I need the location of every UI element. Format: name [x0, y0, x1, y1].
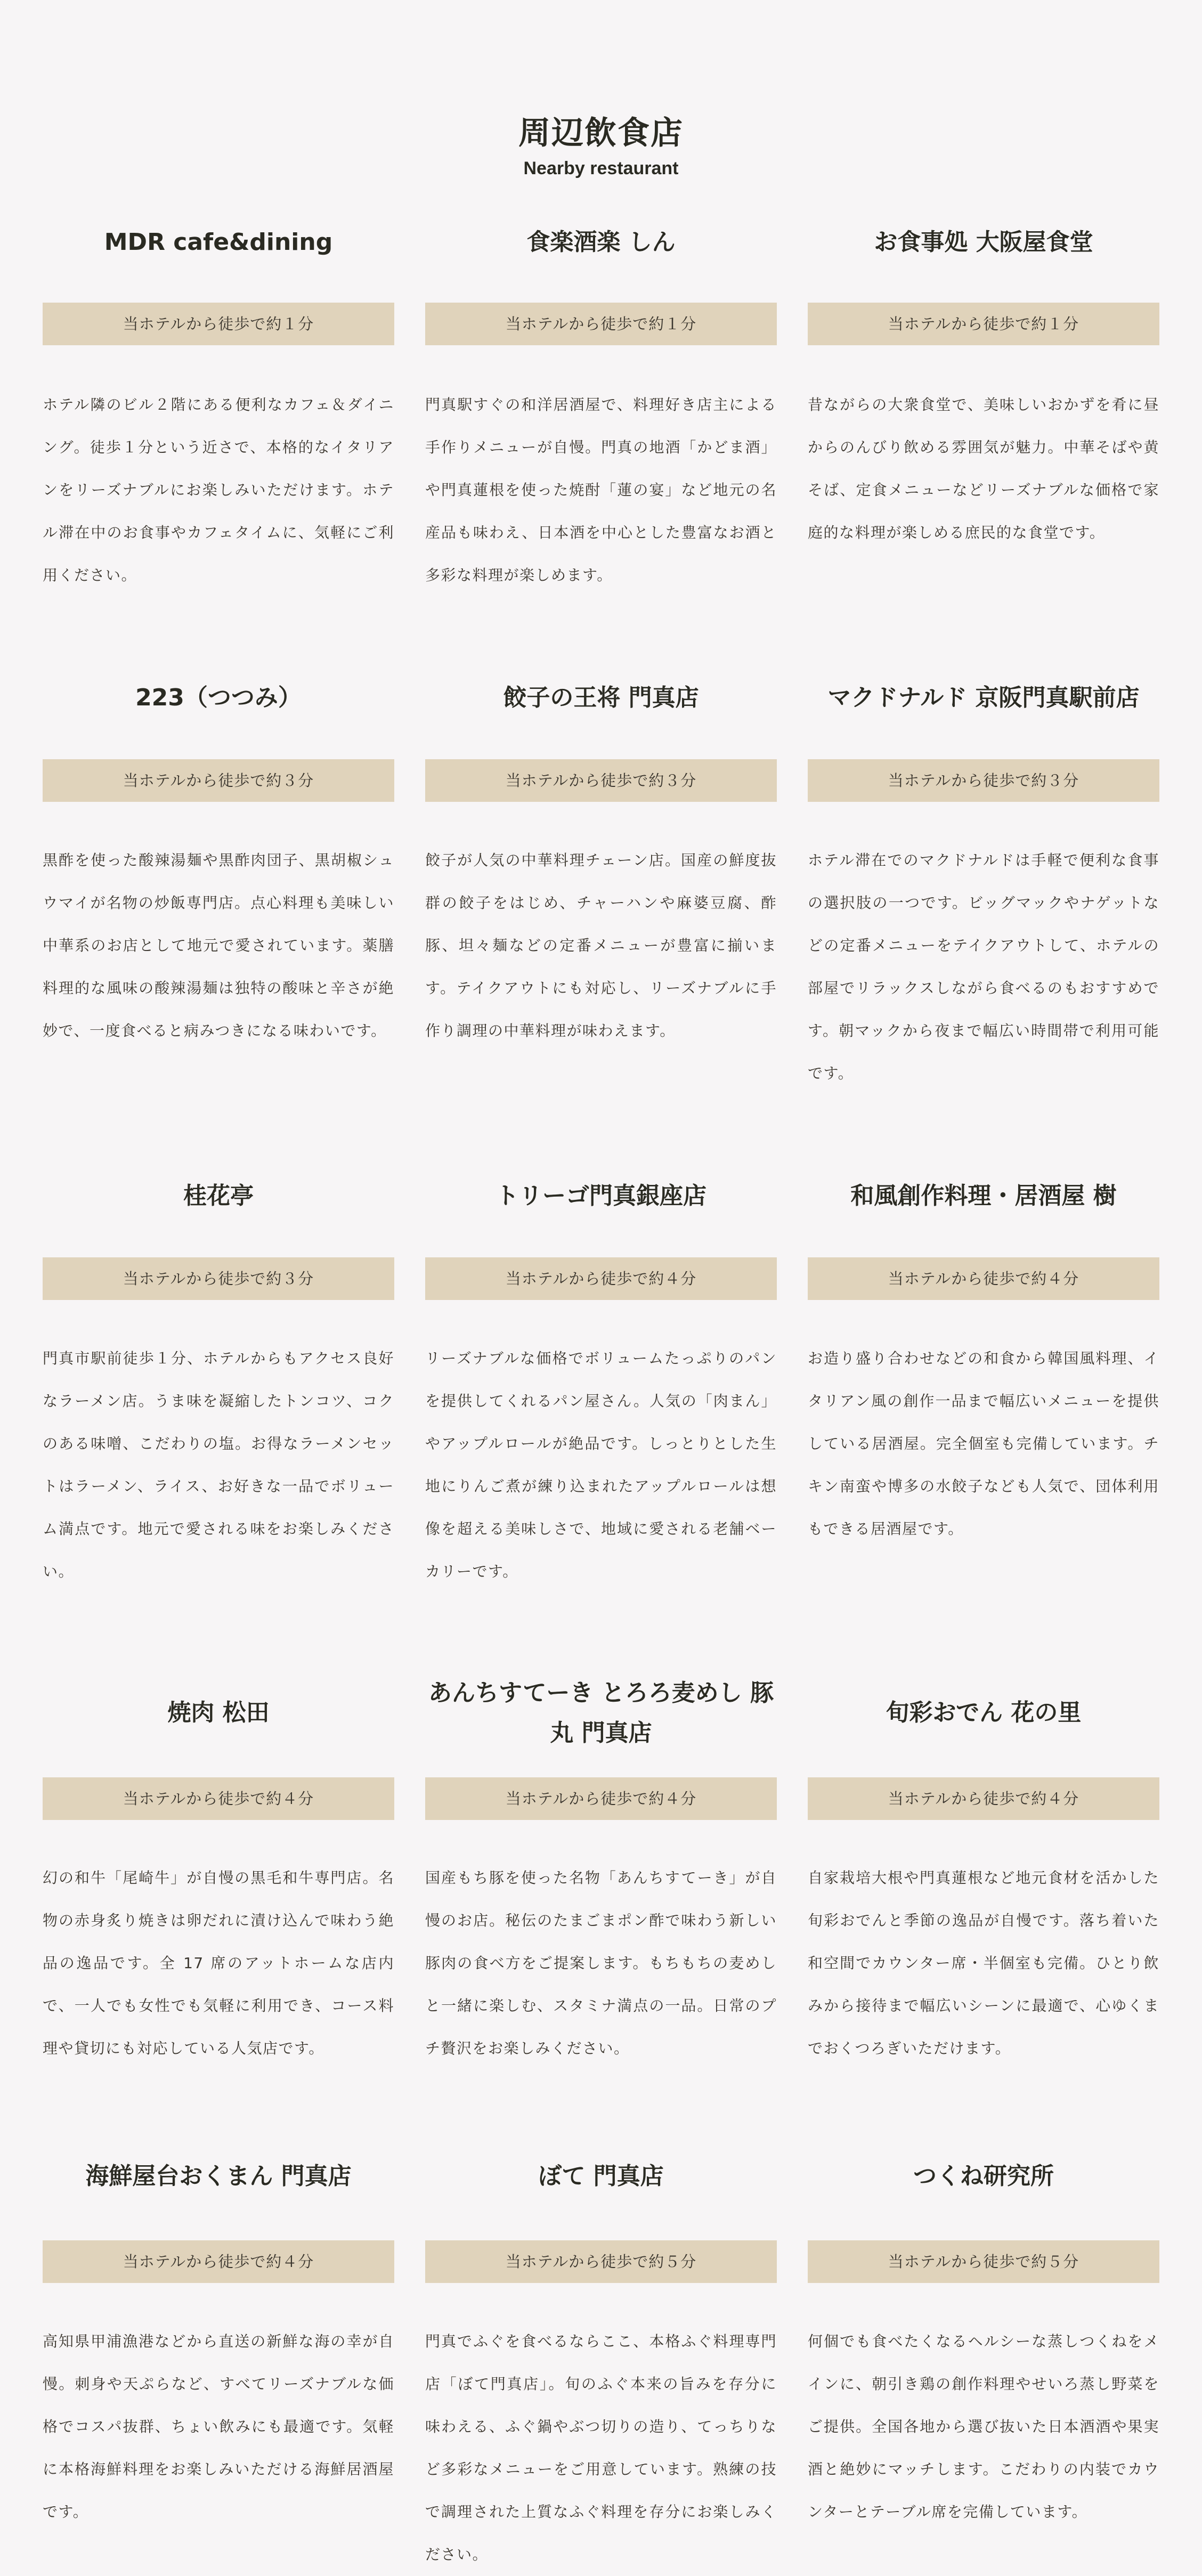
restaurant-name: 焼肉 松田	[167, 1699, 270, 1726]
walking-distance-badge: 当ホテルから徒歩で約１分	[43, 303, 394, 345]
restaurant-name: MDR cafe&dining	[104, 229, 333, 256]
restaurant-name: ぼて 門真店	[538, 2163, 664, 2190]
restaurant-description: 国産もち豚を使った名物「あんちすてーき」が自慢のお店。秘伝のたまごまポン酢で味わう新しい豚肉の食べ方をご提案します。もちもちの麦めしと一緒に楽しむ、スタミナ満点の一品。日常のプチ贅沢をお楽しみください。	[425, 1869, 777, 2057]
restaurant-name: 海鮮屋台おくまん 門真店	[85, 2163, 352, 2190]
restaurant-name: 223（つつみ）	[135, 684, 302, 711]
walking-distance-badge: 当ホテルから徒歩で約５分	[425, 2240, 777, 2283]
restaurant-name: 食楽酒楽 しん	[526, 229, 676, 256]
walking-distance-badge: 当ホテルから徒歩で約１分	[425, 303, 777, 345]
restaurant-description: お造り盛り合わせなどの和食から韓国風料理、イタリアン風の創作一品まで幅広いメニューを提供している居酒屋。完全個室も完備しています。チキン南蛮や博多の水餃子なども人気で、団体利用もできる居酒屋です。	[808, 1350, 1159, 1538]
restaurant-name: 和風創作料理・居酒屋 樹	[850, 1182, 1117, 1209]
walking-distance-badge: 当ホテルから徒歩で約３分	[43, 759, 394, 802]
walking-distance-badge: 当ホテルから徒歩で約１分	[808, 303, 1159, 345]
walking-distance-badge: 当ホテルから徒歩で約４分	[425, 1777, 777, 1820]
page-subtitle: Nearby restaurant	[523, 158, 679, 178]
page-header	[0, 112, 1202, 180]
restaurant-name: お食事処 大阪屋食堂	[874, 229, 1093, 256]
restaurant-name: 桂花亭	[183, 1182, 254, 1209]
walking-distance-badge: 当ホテルから徒歩で約４分	[808, 1777, 1159, 1820]
walking-distance-badge: 当ホテルから徒歩で約５分	[808, 2240, 1159, 2283]
restaurant-description: 昔ながらの大衆食堂で、美味しいおかずを肴に昼からのんびり飲める雰囲気が魅力。中華そばや黄そば、定食メニューなどリーズナブルな価格で家庭的な料理が楽しめる庶民的な食堂です。	[808, 396, 1159, 541]
walking-distance-badge: 当ホテルから徒歩で約４分	[43, 2240, 394, 2283]
restaurant-description: 自家栽培大根や門真蓮根など地元食材を活かした旬彩おでんと季節の逸品が自慢です。落ち着いた和空間でカウンター席・半個室も完備。ひとり飲みから接待まで幅広いシーンに最適で、心ゆくまでおくつろぎいただけます。	[808, 1869, 1159, 2057]
walking-distance-badge: 当ホテルから徒歩で約３分	[425, 759, 777, 802]
walking-distance-badge: 当ホテルから徒歩で約３分	[808, 759, 1159, 802]
walking-distance-badge: 当ホテルから徒歩で約４分	[808, 1257, 1159, 1300]
walking-distance-badge: 当ホテルから徒歩で約４分	[43, 1777, 394, 1820]
walking-distance-badge: 当ホテルから徒歩で約４分	[425, 1257, 777, 1300]
walking-distance-badge: 当ホテルから徒歩で約３分	[43, 1257, 394, 1300]
restaurant-description: 門真市駅前徒歩１分、ホテルからもアクセス良好なラーメン店。うま味を凝縮したトンコツ、コクのある味噌、こだわりの塩。お得なラーメンセットはラーメン、ライス、お好きな一品でボリューム満点です。地元で愛される味をお楽しみください。	[43, 1350, 394, 1580]
restaurant-description: 何個でも食べたくなるヘルシーな蒸しつくねをメインに、朝引き鶏の創作料理やせいろ蒸し野菜をご提供。全国各地から選び抜いた日本酒酒や果実酒と絶妙にマッチします。こだわりの内装でカウンターとテーブル席を完備しています。	[808, 2333, 1159, 2521]
restaurant-description: リーズナブルな価格でボリュームたっぷりのパンを提供してくれるパン屋さん。人気の「肉まん」やアップルロールが絶品です。しっとりとした生地にりんご煮が練り込まれたアップルロールは想像を超える美味しさで、地域に愛される老舗ベーカリーです。	[425, 1350, 777, 1580]
restaurant-description: 門真でふぐを食べるならここ、本格ふぐ料理専門店「ぼて門真店」。旬のふぐ本来の旨みを存分に味わえる、ふぐ鍋やぶつ切りの造り、てっちりなど多彩なメニューをご用意しています。熟練の技で調理された上質なふぐ料理を存分にお楽しみください。	[425, 2333, 777, 2563]
restaurant-description: ホテル滞在でのマクドナルドは手軽で便利な食事の選択肢の一つです。ビッグマックやナゲットなどの定番メニューをテイクアウトして、ホテルの部屋でリラックスしながら食べるのもおすすめです。朝マックから夜まで幅広い時間帯で利用可能です。	[808, 851, 1159, 1082]
restaurant-description: 餃子が人気の中華料理チェーン店。国産の鮮度抜群の餃子をはじめ、チャーハンや麻婆豆腐、酢豚、坦々麺などの定番メニューが豊富に揃います。テイクアウトにも対応し、リーズナブルに手作り調理の中華料理が味わえます。	[425, 851, 777, 1039]
restaurant-name: 餃子の王将 門真店	[503, 684, 699, 711]
restaurant-description: 幻の和牛「尾崎牛」が自慢の黒毛和牛専門店。名物の赤身炙り焼きは卵だれに漬け込んで味わう絶品の逸品です。全 17 席のアットホームな店内で、一人でも女性でも気軽に利用でき、コース料理や貸切にも対応している人気店です。	[43, 1869, 394, 2057]
restaurant-description: 門真駅すぐの和洋居酒屋で、料理好き店主による手作りメニューが自慢。門真の地酒「かどま酒」や門真蓮根を使った焼酎「蓮の宴」など地元の名産品も味わえ、日本酒を中心とした豊富なお酒と多彩な料理が楽しめます。	[425, 396, 777, 584]
restaurant-name: マクドナルド 京阪門真駅前店	[827, 684, 1140, 711]
page-title: 周辺飲食店	[518, 115, 684, 152]
restaurant-name: あんちすてーき とろろ麦めし 豚丸 門真店	[428, 1679, 774, 1746]
restaurant-description: 黒酢を使った酸辣湯麺や黒酢肉団子、黒胡椒シュウマイが名物の炒飯専門店。点心料理も美味しい中華系のお店として地元で愛されています。薬膳料理的な風味の酸辣湯麺は独特の酸味と辛さが絶妙で、一度食べると病みつきになる味わいです。	[43, 851, 394, 1039]
restaurant-description: ホテル隣のビル２階にある便利なカフェ＆ダイニング。徒歩１分という近さで、本格的なイタリアンをリーズナブルにお楽しみいただけます。ホテル滞在中のお食事やカフェタイムに、気軽にご利用ください。	[43, 396, 394, 584]
restaurant-name: トリーゴ門真銀座店	[496, 1182, 706, 1209]
restaurant-name: つくね研究所	[913, 2163, 1054, 2190]
restaurant-description: 高知県甲浦漁港などから直送の新鮮な海の幸が自慢。刺身や天ぷらなど、すべてリーズナブルな価格でコスパ抜群、ちょい飲みにも最適です。気軽に本格海鮮料理をお楽しみいただける海鮮居酒屋です。	[43, 2333, 394, 2521]
restaurant-name: 旬彩おでん 花の里	[886, 1699, 1082, 1726]
